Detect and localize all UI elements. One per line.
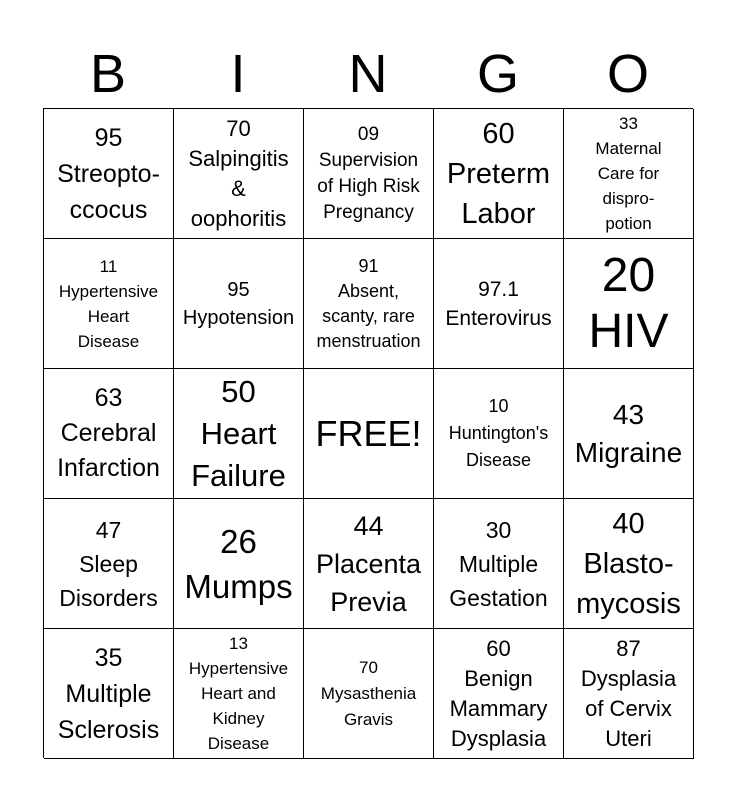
cell-text: 13 Hypertensive Heart and Kidney Disease (188, 634, 289, 753)
cell-text: 30 Multiple Gestation (449, 516, 548, 611)
bingo-cell[interactable] (174, 109, 304, 239)
cell-text: 50 Heart Failure (191, 373, 286, 493)
cell-text: 33 Maternal Care for dispro- potion (595, 114, 662, 233)
cell-text: 35 Multiple Sclerosis (57, 643, 160, 744)
cell-text: 70 Salpingitis & oophoritis (188, 115, 289, 231)
cell-text: 60 Preterm Labor (446, 117, 551, 230)
cell-text: 70 Mysasthenia Gravis (320, 657, 417, 729)
cell-text: 63 Cerebral Infarction (57, 384, 160, 482)
cell-text: 91 Absent, scanty, rare menstruation (316, 255, 421, 351)
header-letter-n: N (348, 44, 388, 104)
bingo-cell[interactable] (174, 629, 304, 759)
bingo-cell[interactable] (564, 629, 694, 759)
bingo-cell[interactable] (304, 629, 434, 759)
cell-text: 26 Mumps (184, 522, 293, 605)
cell-text: 40 Blasto- mycosis (576, 507, 681, 620)
bingo-cell[interactable] (174, 239, 304, 369)
bingo-cell[interactable] (564, 109, 694, 239)
bingo-cell[interactable] (44, 109, 174, 239)
bingo-cell[interactable] (434, 239, 564, 369)
bingo-cell[interactable] (174, 369, 304, 499)
cell-text: 44 Placenta Previa (315, 510, 422, 617)
bingo-cell[interactable] (564, 369, 694, 499)
bingo-cell[interactable] (434, 629, 564, 759)
bingo-grid (43, 108, 693, 758)
cell-text: 97.1 Enterovirus (445, 277, 552, 330)
bingo-cell[interactable] (174, 499, 304, 629)
cell-text: 95 Hypotension (182, 278, 295, 329)
bingo-header (43, 40, 693, 108)
bingo-cell[interactable] (564, 499, 694, 629)
bingo-cell[interactable] (304, 499, 434, 629)
cell-text: 87 Dysplasia of Cervix Uteri (580, 635, 677, 751)
bingo-cell[interactable] (434, 499, 564, 629)
cell-text: 11 Hypertensive Heart Disease (58, 256, 159, 351)
cell-text: 10 Huntington's Disease (448, 396, 549, 470)
bingo-cell[interactable] (44, 369, 174, 499)
cell-text: 09 Supervision of High Risk Pregnancy (317, 123, 420, 223)
bingo-cell[interactable] (304, 109, 434, 239)
header-letter-b: B (89, 44, 127, 104)
bingo-cell[interactable] (434, 369, 564, 499)
cell-text: 47 Sleep Disorders (59, 516, 158, 611)
cell-text: 20 HIV (588, 248, 669, 358)
bingo-cell[interactable] (44, 239, 174, 369)
cell-text: 60 Benign Mammary Dysplasia (449, 635, 548, 751)
bingo-cell[interactable] (44, 499, 174, 629)
bingo-cell[interactable] (304, 239, 434, 369)
free-space-cell[interactable] (304, 369, 434, 499)
bingo-cell[interactable] (564, 239, 694, 369)
header-letter-o: O (606, 44, 649, 104)
cell-text: 95 Streopto- ccocus (57, 123, 160, 224)
free-space-label: FREE! (315, 412, 422, 454)
cell-text: 43 Migraine (574, 398, 683, 468)
bingo-cell[interactable] (44, 629, 174, 759)
header-letter-i: I (230, 44, 246, 104)
header-letter-g: G (476, 44, 519, 104)
bingo-cell[interactable] (434, 109, 564, 239)
